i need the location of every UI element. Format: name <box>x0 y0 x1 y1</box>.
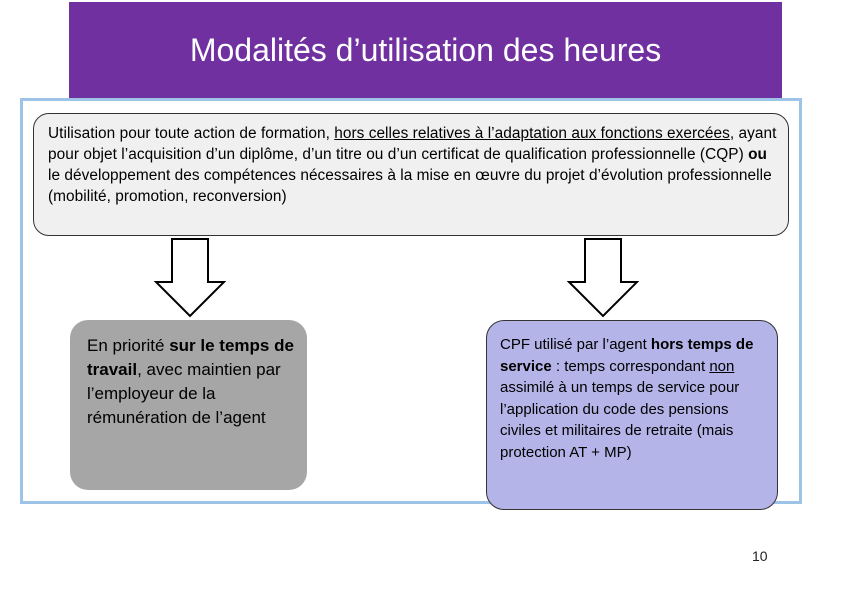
top-text-5: le développement des compétences nécessaires à la mise en œuvre du projet d’évolution professionnelle (mobilité, promotion, reconversion) <box>48 167 772 205</box>
left-text-bold: sur le temps de travail <box>87 336 294 379</box>
right-text-bold: hors temps de service <box>500 336 754 375</box>
title-bar <box>69 2 782 98</box>
top-description-box <box>33 113 789 236</box>
top-text-underlined: hors celles relatives à l’adaptation aux fonctions exercées <box>334 125 730 142</box>
off-service-box <box>486 320 778 510</box>
right-text-5: assimilé à un temps de service pour l’application du code des pensions civiles et militaires de retraite (mais protection AT + MP) <box>500 379 740 461</box>
arrow-down-icon <box>154 238 226 318</box>
right-text-underlined: non <box>709 357 735 375</box>
right-text-3: : temps correspondant <box>551 357 710 375</box>
page-number: 10 <box>752 548 768 564</box>
left-text-1: En priorité <box>87 336 170 355</box>
slide-title: Modalités d’utilisation des heures <box>189 32 662 68</box>
top-text-1: Utilisation pour toute action de formation, <box>48 125 335 142</box>
top-text-3: , ayant pour objet l’acquisition d’un diplôme, d’un titre ou d’un certificat de qualification professionnelle (CQP) <box>48 125 777 163</box>
work-time-box <box>70 320 307 490</box>
top-text-bold: ou <box>748 146 767 163</box>
left-text-3: , avec maintien par l’employeur de la rémunération de l’agent <box>87 360 281 427</box>
arrow-down-icon <box>567 238 639 318</box>
right-text-1: CPF utilisé par l’agent <box>500 336 651 353</box>
